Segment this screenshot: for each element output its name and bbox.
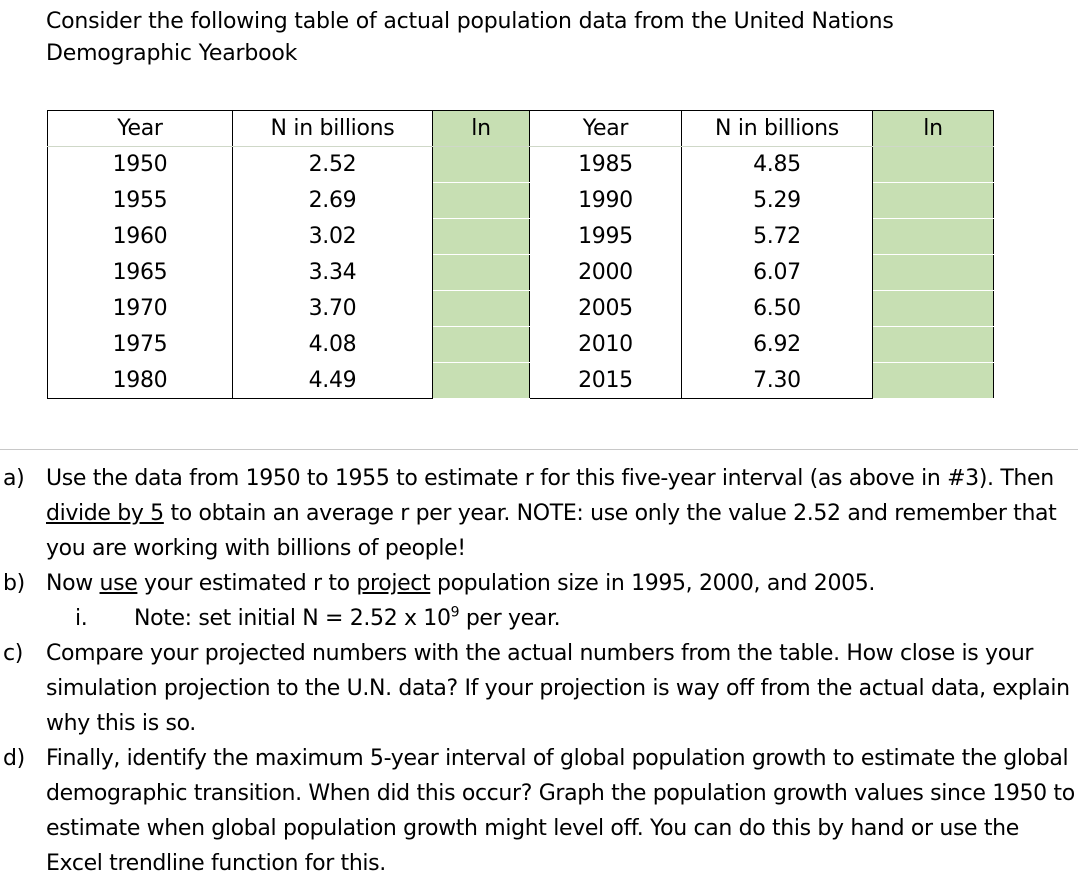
ln-input-cell[interactable]	[433, 291, 530, 327]
year-cell: 1990	[530, 183, 682, 219]
question-text: Finally, identify the maximum 5-year interval of global population growth to estimate the global demographic transition. When did this occur? Graph the population growth values since 1950 to estimate when global population growth might level off. You can do this by hand or use the Excel trendline function for this.	[46, 746, 1075, 876]
question-list	[0, 461, 1078, 881]
ln-input-cell[interactable]	[433, 363, 530, 399]
ln-input-cell[interactable]	[873, 147, 994, 183]
n-cell: 6.92	[682, 327, 873, 363]
header-n-billions-2: N in billions	[682, 111, 873, 147]
year-cell: 1985	[530, 147, 682, 183]
n-cell: 5.29	[682, 183, 873, 219]
n-cell: 3.02	[233, 219, 433, 255]
year-cell: 1980	[48, 363, 233, 399]
table-header-row	[48, 111, 994, 147]
n-cell: 6.07	[682, 255, 873, 291]
exponent: 9	[450, 604, 460, 621]
question-letter: c)	[3, 641, 23, 666]
question-d	[0, 741, 1078, 881]
question-c	[0, 636, 1078, 741]
question-b-note	[0, 601, 1078, 636]
question-text: Use the data from 1950 to 1955 to estimate r for this five-year interval (as above in #3). Then	[46, 466, 1054, 491]
question-text: per year.	[459, 606, 561, 631]
year-cell: 1995	[530, 219, 682, 255]
header-n-billions-1: N in billions	[233, 111, 433, 147]
question-text: Now	[46, 571, 100, 596]
table-row	[48, 183, 994, 219]
question-letter: b)	[3, 571, 25, 596]
ln-input-cell[interactable]	[433, 183, 530, 219]
intro-text: Consider the following table of actual population data from the United Nations Demographic Yearbook	[46, 9, 894, 66]
question-a	[0, 461, 1078, 566]
year-cell: 1960	[48, 219, 233, 255]
ln-input-cell[interactable]	[433, 147, 530, 183]
question-text: Note: set initial N = 2.52 x 10	[134, 606, 451, 631]
table-row	[48, 363, 994, 399]
n-cell: 7.30	[682, 363, 873, 399]
question-text: your estimated r to	[137, 571, 357, 596]
n-cell: 3.34	[233, 255, 433, 291]
header-year-1: Year	[48, 111, 233, 147]
table-row	[48, 147, 994, 183]
ln-input-cell[interactable]	[873, 291, 994, 327]
header-ln-2: ln	[873, 111, 994, 147]
year-cell: 1975	[48, 327, 233, 363]
year-cell: 1950	[48, 147, 233, 183]
table-row	[48, 291, 994, 327]
year-cell: 2010	[530, 327, 682, 363]
population-table	[47, 110, 994, 399]
table-row	[48, 327, 994, 363]
underlined-text: use	[99, 571, 138, 596]
year-cell: 2000	[530, 255, 682, 291]
ln-input-cell[interactable]	[433, 255, 530, 291]
ln-input-cell[interactable]	[873, 219, 994, 255]
n-cell: 4.85	[682, 147, 873, 183]
question-b	[0, 566, 1078, 601]
question-text: population size in 1995, 2000, and 2005.	[430, 571, 876, 596]
n-cell: 2.52	[233, 147, 433, 183]
year-cell: 2005	[530, 291, 682, 327]
year-cell: 1970	[48, 291, 233, 327]
n-cell: 6.50	[682, 291, 873, 327]
year-cell: 2015	[530, 363, 682, 399]
ln-input-cell[interactable]	[433, 327, 530, 363]
n-cell: 4.08	[233, 327, 433, 363]
n-cell: 3.70	[233, 291, 433, 327]
header-ln-1: ln	[433, 111, 530, 147]
table-row	[48, 255, 994, 291]
underlined-text: divide by 5	[46, 501, 164, 526]
header-year-2: Year	[530, 111, 682, 147]
ln-input-cell[interactable]	[873, 363, 994, 399]
question-letter: a)	[3, 466, 25, 491]
ln-input-cell[interactable]	[873, 183, 994, 219]
n-cell: 5.72	[682, 219, 873, 255]
ln-input-cell[interactable]	[433, 219, 530, 255]
ln-input-cell[interactable]	[873, 327, 994, 363]
question-letter: d)	[3, 746, 25, 771]
sub-question-letter: i.	[75, 606, 88, 631]
n-cell: 2.69	[233, 183, 433, 219]
year-cell: 1955	[48, 183, 233, 219]
table-row	[48, 219, 994, 255]
question-text: Compare your projected numbers with the actual numbers from the table. How close is your simulation projection to the U.N. data? If your projection is way off from the actual data, explain why this is so.	[46, 641, 1070, 736]
year-cell: 1965	[48, 255, 233, 291]
underlined-text: project	[356, 571, 431, 596]
n-cell: 4.49	[233, 363, 433, 399]
ln-input-cell[interactable]	[873, 255, 994, 291]
question-text: to obtain an average r per year. NOTE: use only the value 2.52 and remember that you are working with billions of people!	[46, 501, 1057, 561]
section-divider	[0, 449, 1078, 450]
